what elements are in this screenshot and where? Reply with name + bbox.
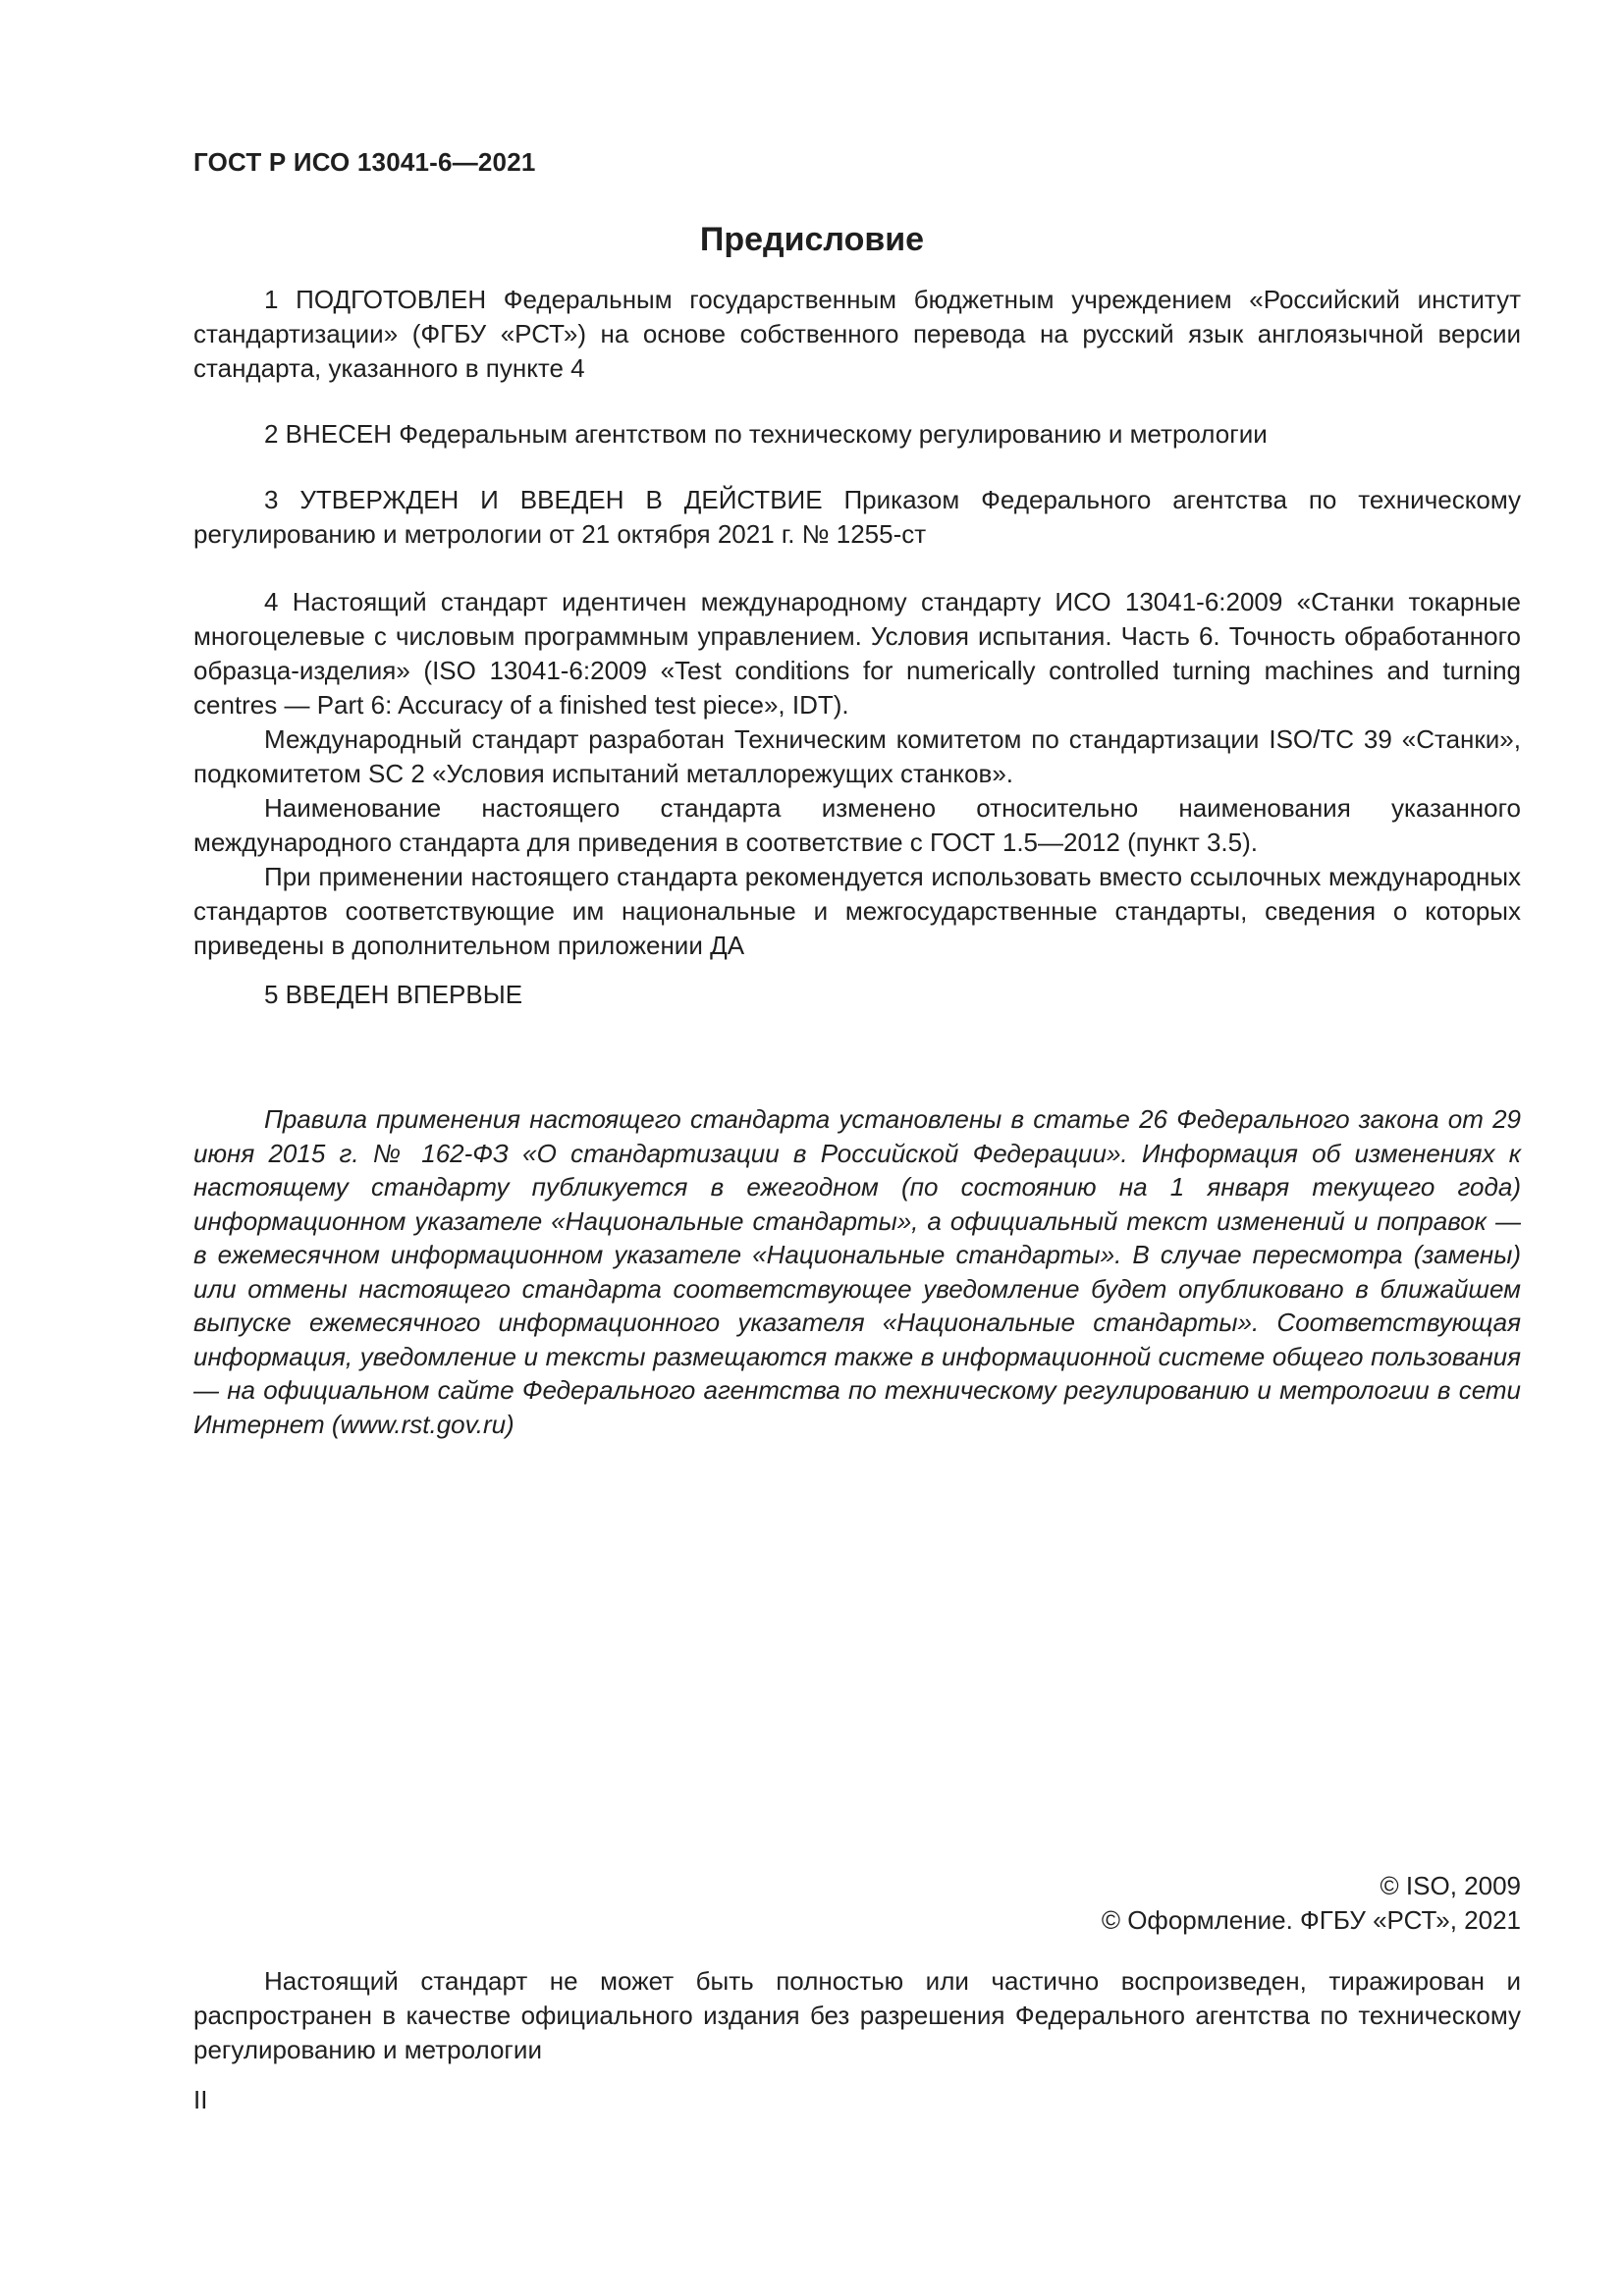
foreword-item-5: [193, 978, 1521, 1012]
foreword-paragraph: 1 ПОДГОТОВЛЕН Федеральным государственным бюджетным учреждением «Российский институт стандартизации» (ФГБУ «РСТ») на основе собственного перевода на русский язык англоязычной версии стандарта, указанного в пункте 4: [193, 285, 1521, 383]
reproduction-text: Настоящий стандарт не может быть полностью или частично воспроизведен, тиражирован и распространен в качестве официального издания без разрешения Федерального агентства по техническому регулированию и метрологии: [193, 1966, 1521, 2064]
foreword-item-1: [193, 283, 1521, 386]
foreword-paragraph: 3 УТВЕРЖДЕН И ВВЕДЕН В ДЕЙСТВИЕ Приказом Федерального агентства по техническому регулированию и метрологии от 21 октября 2021 г. № 1255-ст: [193, 485, 1521, 549]
page-number: II: [193, 2085, 208, 2114]
foreword-item-3: [193, 483, 1521, 552]
foreword-paragraph: 2 ВНЕСЕН Федеральным агентством по техническому регулированию и метрологии: [264, 419, 1268, 449]
application-rules-notice: [193, 1102, 1521, 1441]
page-title: Предисловие: [699, 221, 925, 258]
foreword-item-2: [193, 417, 1521, 452]
copyright-design: © Оформление. ФГБУ «РСТ», 2021: [1101, 1905, 1521, 1935]
copyright-iso: © ISO, 2009: [1380, 1871, 1521, 1900]
reproduction-notice: [193, 1964, 1521, 2067]
foreword-paragraph: При применении настоящего стандарта рекомендуется использовать вместо ссылочных международных стандартов соответствующие им национальные и межгосударственные стандарты, сведения о которых приведены в дополнительном приложении ДА: [193, 862, 1521, 960]
copyright-block: [1102, 1869, 1521, 1938]
notice-text: Правила применения настоящего стандарта установлены в статье 26 Федерального закона от 29 июня 2015 г. № 162-ФЗ «О стандартизации в Российской Федерации». Информация об изменениях к настоящему стандарту публикуется в ежегодном (по состоянию на 1 января текущего года) информационном указателе «Национальные стандарты», а официальный текст изменений и поправок — в ежемесячном информационном указателе «Национальные стандарты». В случае пересмотра (замены) или отмены настоящего стандарта соответствующее уведомление будет опубликовано в ближайшем выпуске ежемесячного информационного указателя «Национальные стандарты». Соответствующая информация, уведомление и тексты размещаются также в информационной системе общего пользования — на официальном сайте Федерального агентства по техническому регулированию и метрологии в сети Интернет (www.rst.gov.ru): [193, 1104, 1521, 1439]
standard-code-header: ГОСТ Р ИСО 13041-6—2021: [193, 147, 536, 177]
foreword-paragraph: 4 Настоящий стандарт идентичен международному стандарту ИСО 13041-6:2009 «Станки токарные многоцелевые с числовым программным управлением. Условия испытания. Часть 6. Точность обработанного образца-изделия» (ISO 13041-6:2009 «Test conditions for numerically controlled turning machines and turning centres — Part 6: Accuracy of a finished test piece», IDT).: [193, 587, 1521, 720]
foreword-paragraph: 5 ВВЕДЕН ВПЕРВЫЕ: [264, 980, 523, 1009]
foreword-item-4: [193, 585, 1521, 963]
foreword-paragraph: Международный стандарт разработан Техническим комитетом по стандартизации ISO/TC 39 «Станки», подкомитетом SC 2 «Условия испытаний металлорежущих станков».: [193, 724, 1521, 788]
foreword-paragraph: Наименование настоящего стандарта изменено относительно наименования указанного международного стандарта для приведения в соответствие с ГОСТ 1.5—2012 (пункт 3.5).: [193, 793, 1521, 857]
